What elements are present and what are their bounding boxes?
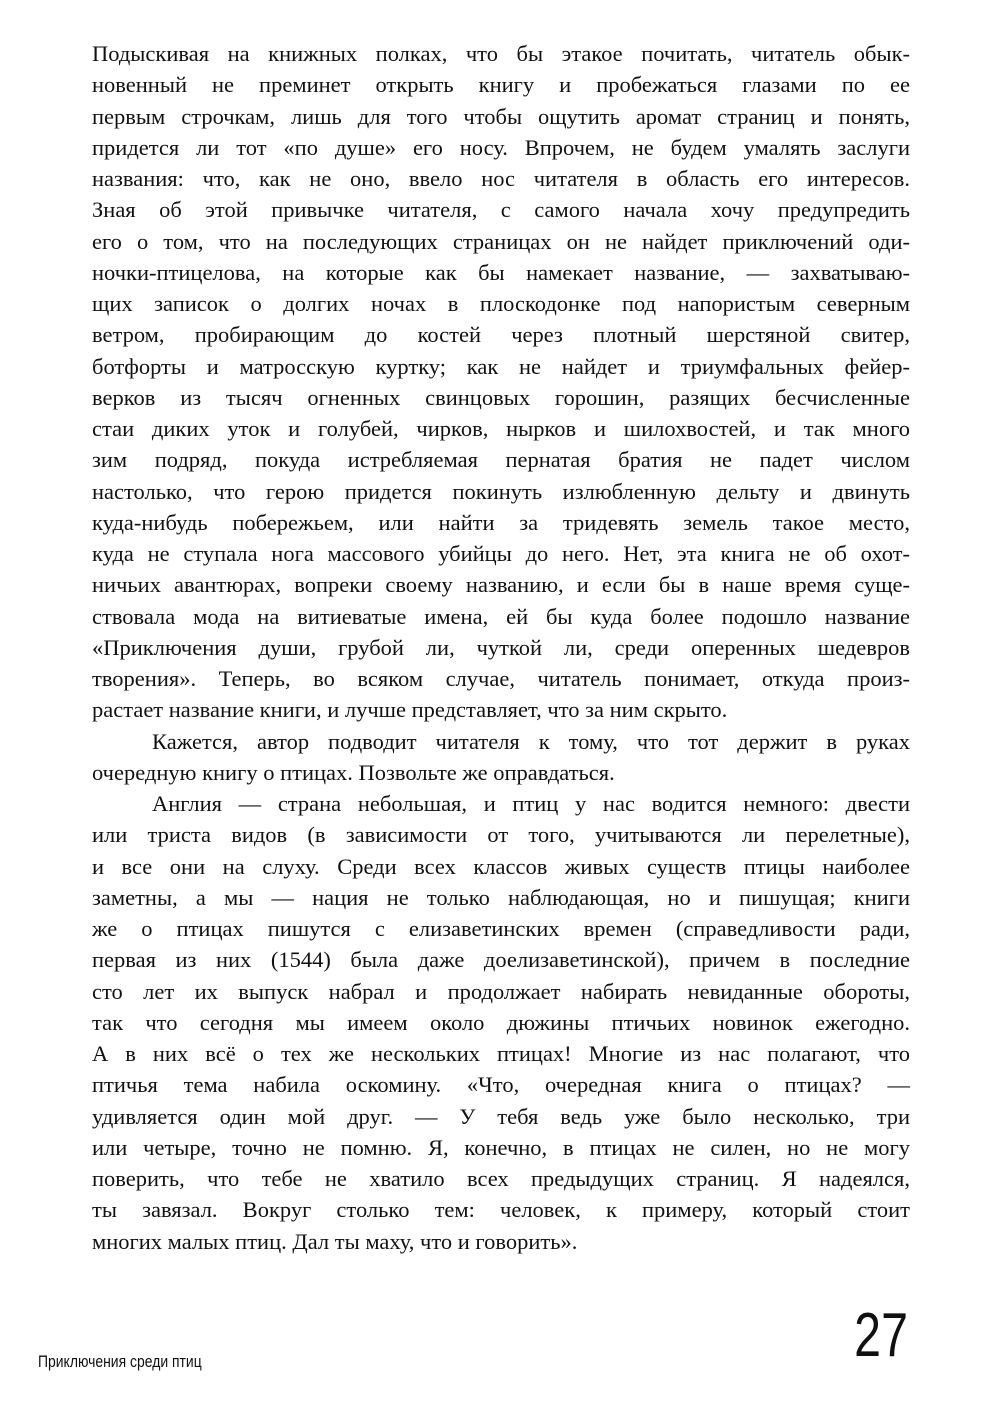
paragraph	[92, 788, 910, 1257]
text-line: удивляется один мой друг. — У тебя ведь уже было несколько, три	[92, 1103, 910, 1129]
running-title: Приключения среди птиц	[38, 1352, 202, 1371]
text-line: растает название книги, и лучше представляет, что за ним скрыто.	[92, 697, 728, 723]
page-number: 27	[854, 1301, 908, 1370]
text-line: птичья тема набила оскомину. «Что, очередная книга о птицах? —	[92, 1072, 910, 1098]
text-line: заметны, а мы — нация не только наблюдающая, но и пишущая; книги	[92, 884, 910, 910]
text-line: придется ли тот «по душе» его носу. Впрочем, не будем умалять заслуги	[92, 134, 910, 160]
text-line: щих записок о долгих ночах в плоскодонке под напористым северным	[92, 291, 910, 316]
text-line: новенный не преминет открыть книгу и пробежаться глазами по ее	[92, 72, 910, 98]
text-line: же о птицах пишутся с елизаветинских времен (справедливости ради,	[92, 916, 910, 941]
text-line: ботфорты и матросскую куртку; как не найдет и триумфальных фейер-	[92, 353, 910, 379]
text-line: названия: что, как не оно, ввело нос читателя в область его интересов.	[92, 166, 910, 191]
text-line: «Приключения души, грубой ли, чуткой ли, среди оперенных шедевров	[92, 634, 910, 660]
text-line: первая из них (1544) была даже доелизаветинской), причем в последние	[92, 947, 910, 973]
paragraph	[92, 726, 910, 789]
text-line: сто лет их выпуск набрал и продолжает набирать невиданные обороты,	[92, 978, 910, 1004]
text-line: поверить, что тебе не хватило всех предыдущих страниц. Я надеялся,	[92, 1166, 910, 1191]
text-line: Англия — страна небольшая, и птиц у нас водится немного: двести	[152, 791, 910, 816]
text-line: настолько, что герою придется покинуть излюбленную дельту и двинуть	[92, 478, 910, 504]
text-line: или четыре, точно не помню. Я, конечно, в птицах не силен, но не могу	[92, 1134, 910, 1160]
text-line: зим подряд, покуда истребляемая пернатая братия не падет числом	[92, 447, 910, 473]
text-line: творения». Теперь, во всяком случае, читатель понимает, откуда произ-	[92, 666, 910, 691]
body-text	[92, 38, 910, 1257]
paragraph	[92, 38, 910, 726]
text-line: и все они на слуху. Среди всех классов живых существ птицы наиболее	[92, 853, 910, 879]
text-line: Зная об этой привычке читателя, с самого начала хочу предупредить	[92, 197, 910, 223]
text-line: очередную книгу о птицах. Позвольте же оправдаться.	[92, 759, 615, 785]
text-line: куда-нибудь побережьем, или найти за тридевять земель такое место,	[92, 509, 910, 535]
text-line: ветром, пробирающим до костей через плотный шерстяной свитер,	[92, 322, 910, 348]
text-line: его о том, что на последующих страницах он не найдет приключений оди-	[92, 228, 910, 254]
text-line: ствовала мода на витиеватые имена, ей бы куда более подошло название	[92, 603, 910, 629]
text-line: многих малых птиц. Дал ты маху, что и говорить».	[92, 1228, 578, 1254]
text-line: стаи диких уток и голубей, чирков, нырков и шилохвостей, и так много	[92, 416, 910, 441]
text-line: ночки-птицелова, на которые как бы намекает название, — захватываю-	[92, 259, 910, 285]
text-line: первым строчкам, лишь для того чтобы ощутить аромат страниц и понять,	[92, 103, 910, 129]
text-line: куда не ступала нога массового убийцы до него. Нет, эта книга не об охот-	[92, 541, 910, 566]
text-line: А в них всё о тех же нескольких птицах! Многие из нас полагают, что	[92, 1041, 910, 1066]
text-line: Подыскивая на книжных полках, что бы этакое почитать, читатель обык-	[92, 41, 910, 66]
text-line: верков из тысяч огненных свинцовых горошин, разящих бесчисленные	[92, 384, 910, 410]
text-line: ничьих авантюрах, вопреки своему названию, и если бы в наше время суще-	[92, 572, 910, 598]
text-line: так что сегодня мы имеем около дюжины птичьих новинок ежегодно.	[92, 1009, 910, 1035]
text-line: или триста видов (в зависимости от того, учитываются ли перелетные),	[92, 822, 910, 848]
text-line: ты завязал. Вокруг столько тем: человек, к примеру, который стоит	[92, 1197, 910, 1223]
text-line: Кажется, автор подводит читателя к тому, что тот держит в руках	[152, 728, 910, 754]
